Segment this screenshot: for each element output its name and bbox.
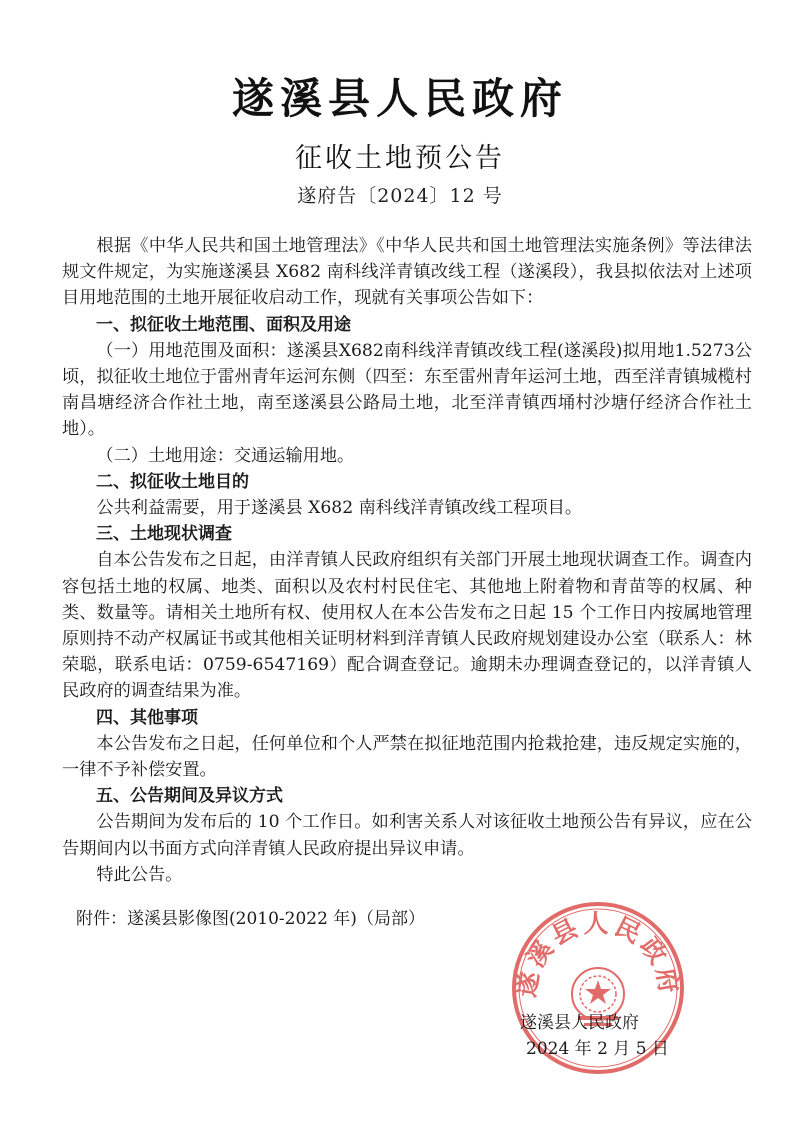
svg-text:遂溪县人民政府: 遂溪县人民政府 (511, 909, 685, 1000)
signing-date: 2024 年 2 月 5 日 (526, 1039, 669, 1059)
intro-paragraph: 根据《中华人民共和国土地管理法》《中华人民共和国土地管理法实施条例》等法律法规文件规定，为实施遂溪县 X682 南科线洋青镇改线工程（遂溪段），我县拟依法对上述项目用地范围的土地开展征收启动工作，现就有关事项公告如下： (62, 236, 752, 309)
survey-paragraph: 自本公告发布之日起，由洋青镇人民政府组织有关部门开展土地现状调查工作。调查内容包括土地的权属、地类、面积以及农村村民住宅、其他地上附着物和青苗等的权属、种类、数量等。请相关土地所有权、使用权人在本公告发布之日起 15 个工作日内按属地管理原则持不动产权属证书或其他相关证明材料到洋青镇人民政府规划建设办公室（联系人：林荣聪，联系电话：0759-6547169）配合调查登记。逾期未办理调查登记的，以洋青镇人民政府的调查结果为准。 (62, 550, 752, 702)
objection-paragraph: 公告期间为发布后的 10 个工作日。如利害关系人对该征收土地预公告有异议，应在公告期间内以书面方式向洋青镇人民政府提出异议申请。 (62, 812, 752, 859)
scope-area-paragraph: （一）用地范围及面积：遂溪县X682南科线洋青镇改线工程(遂溪段)拟用地1.5273公顷，拟征收土地位于雷州青年运河东侧（四至：东至雷州青年运河土地，西至洋青镇城榄村南昌塘经济合作社土地，南至遂溪县公路局土地，北至洋青镇西埇村沙塘仔经济合作社土地）。 (62, 340, 752, 440)
document-number: 遂府告〔2024〕12 号 (297, 185, 503, 207)
other-matters-paragraph: 本公告发布之日起，任何单位和个人严禁在拟征地范围内抢栽抢建，违反规定实施的，一律不予补偿安置。 (62, 733, 752, 781)
section-heading-objection: 五、公告期间及异议方式 (96, 786, 283, 807)
purpose-paragraph: 公共利益需要，用于遂溪县 X682 南科线洋青镇改线工程项目。 (96, 498, 583, 519)
section-heading-scope: 一、拟征收土地范围、面积及用途 (96, 314, 351, 335)
closing-line: 特此公告。 (96, 864, 183, 885)
section-heading-other: 四、其他事项 (96, 707, 198, 728)
land-use-paragraph: （二）土地用途：交通运输用地。 (96, 445, 355, 466)
signing-authority: 遂溪县人民政府 (520, 1013, 639, 1033)
document-title: 征收土地预公告 (295, 143, 505, 174)
section-heading-survey: 三、土地现状调查 (96, 524, 232, 545)
attachment-note: 附件：遂溪县影像图(2010-2022 年)（局部） (76, 909, 425, 929)
issuing-authority-title: 遂溪县人民政府 (231, 74, 568, 123)
document-body (62, 233, 752, 888)
section-heading-purpose: 二、拟征收土地目的 (96, 471, 249, 492)
